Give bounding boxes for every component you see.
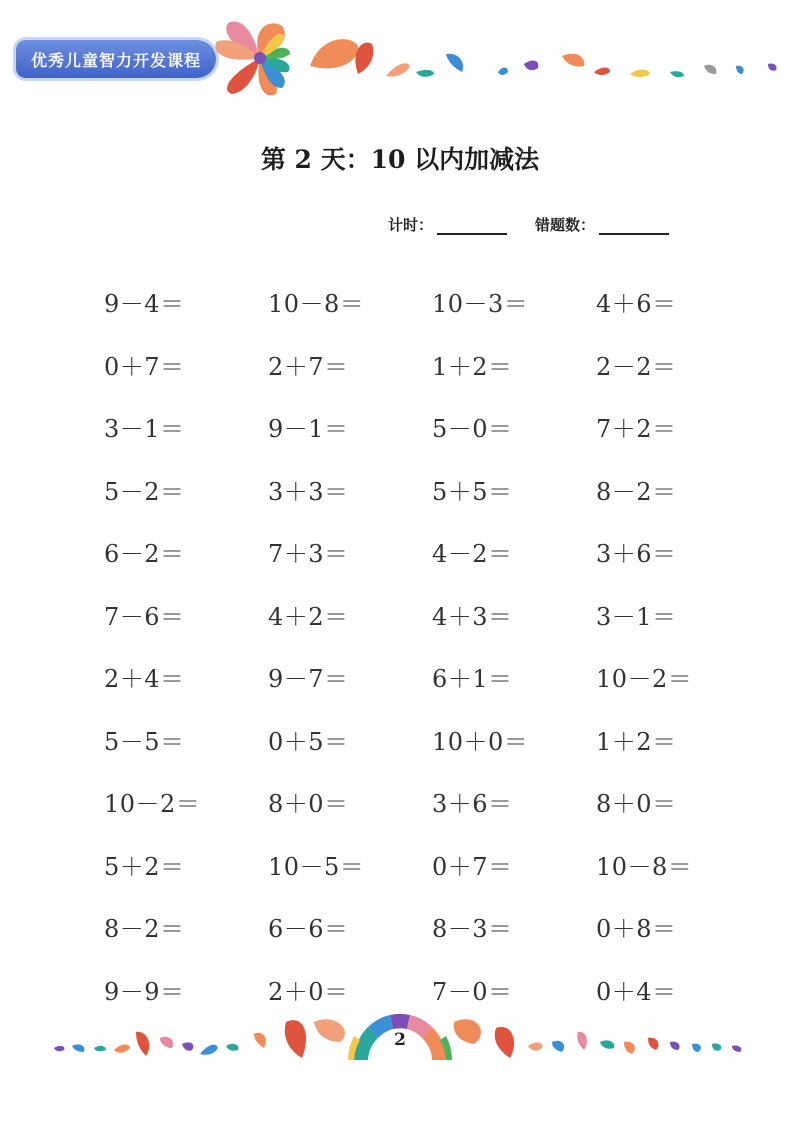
math-problem: 6－6＝ bbox=[268, 915, 349, 943]
math-problem: 10－8＝ bbox=[268, 290, 365, 318]
math-problem: 3＋6＝ bbox=[432, 790, 513, 818]
time-label: 计时： bbox=[388, 216, 434, 234]
math-problem: 2－2＝ bbox=[596, 352, 677, 381]
math-problem: 6－2＝ bbox=[104, 540, 185, 568]
math-problem: 0＋5＝ bbox=[268, 727, 349, 756]
series-label: 优秀儿童智力开发课程 bbox=[30, 50, 201, 70]
errors-blank[interactable] bbox=[599, 217, 669, 235]
math-problem: 0＋7＝ bbox=[104, 352, 185, 381]
math-problem: 0＋8＝ bbox=[596, 915, 677, 943]
math-problem: 9－1＝ bbox=[268, 415, 349, 443]
math-problem: 8－2＝ bbox=[596, 477, 677, 506]
math-problem: 10－3＝ bbox=[432, 290, 529, 318]
math-problem: 2＋0＝ bbox=[268, 977, 349, 1006]
series-banner bbox=[16, 40, 216, 78]
math-problem: 8－2＝ bbox=[104, 915, 185, 943]
math-problem: 9－9＝ bbox=[104, 977, 185, 1006]
errors-label: 错题数： bbox=[535, 216, 596, 234]
math-problem: 1＋2＝ bbox=[432, 352, 513, 381]
math-problem: 7－0＝ bbox=[432, 977, 513, 1006]
math-problem: 5＋5＝ bbox=[432, 477, 513, 506]
math-problem: 4＋2＝ bbox=[268, 602, 349, 631]
math-problem: 9－7＝ bbox=[268, 665, 349, 693]
math-problem: 10－2＝ bbox=[596, 665, 693, 693]
math-problem: 3－1＝ bbox=[104, 415, 185, 443]
meta-row bbox=[388, 214, 669, 235]
page-number: 2 bbox=[394, 1030, 406, 1050]
math-problem: 10－2＝ bbox=[104, 790, 201, 818]
math-problem: 8＋0＝ bbox=[268, 790, 349, 818]
math-problem: 6＋1＝ bbox=[432, 665, 513, 693]
worksheet-title: 第 2 天：10 以内加减法 bbox=[260, 145, 540, 174]
time-blank[interactable] bbox=[437, 217, 507, 235]
math-problem: 1＋2＝ bbox=[596, 727, 677, 756]
math-problem: 7－6＝ bbox=[104, 602, 185, 631]
math-problem: 7＋3＝ bbox=[268, 540, 349, 568]
math-problem: 5－5＝ bbox=[104, 727, 185, 756]
math-problem: 0＋4＝ bbox=[596, 977, 677, 1006]
problem-grid bbox=[104, 282, 724, 1032]
math-problem: 4＋6＝ bbox=[596, 290, 677, 318]
decorative-petals-top bbox=[190, 16, 790, 96]
math-problem: 5－0＝ bbox=[432, 415, 513, 443]
math-problem: 8－3＝ bbox=[432, 915, 513, 943]
math-problem: 9－4＝ bbox=[104, 290, 185, 318]
math-problem: 2＋7＝ bbox=[268, 352, 349, 381]
math-problem: 2＋4＝ bbox=[104, 665, 185, 693]
math-problem: 3＋3＝ bbox=[268, 477, 349, 506]
math-problem: 5－2＝ bbox=[104, 477, 185, 506]
math-problem: 8＋0＝ bbox=[596, 790, 677, 818]
math-problem: 10＋0＝ bbox=[432, 727, 529, 756]
math-problem: 10－5＝ bbox=[268, 852, 365, 881]
math-problem: 4＋3＝ bbox=[432, 602, 513, 631]
math-problem: 7＋2＝ bbox=[596, 415, 677, 443]
math-problem: 4－2＝ bbox=[432, 540, 513, 568]
math-problem: 3－1＝ bbox=[596, 602, 677, 631]
math-problem: 3＋6＝ bbox=[596, 540, 677, 568]
math-problem: 0＋7＝ bbox=[432, 852, 513, 881]
math-problem: 5＋2＝ bbox=[104, 852, 185, 881]
math-problem: 10－8＝ bbox=[596, 852, 693, 881]
